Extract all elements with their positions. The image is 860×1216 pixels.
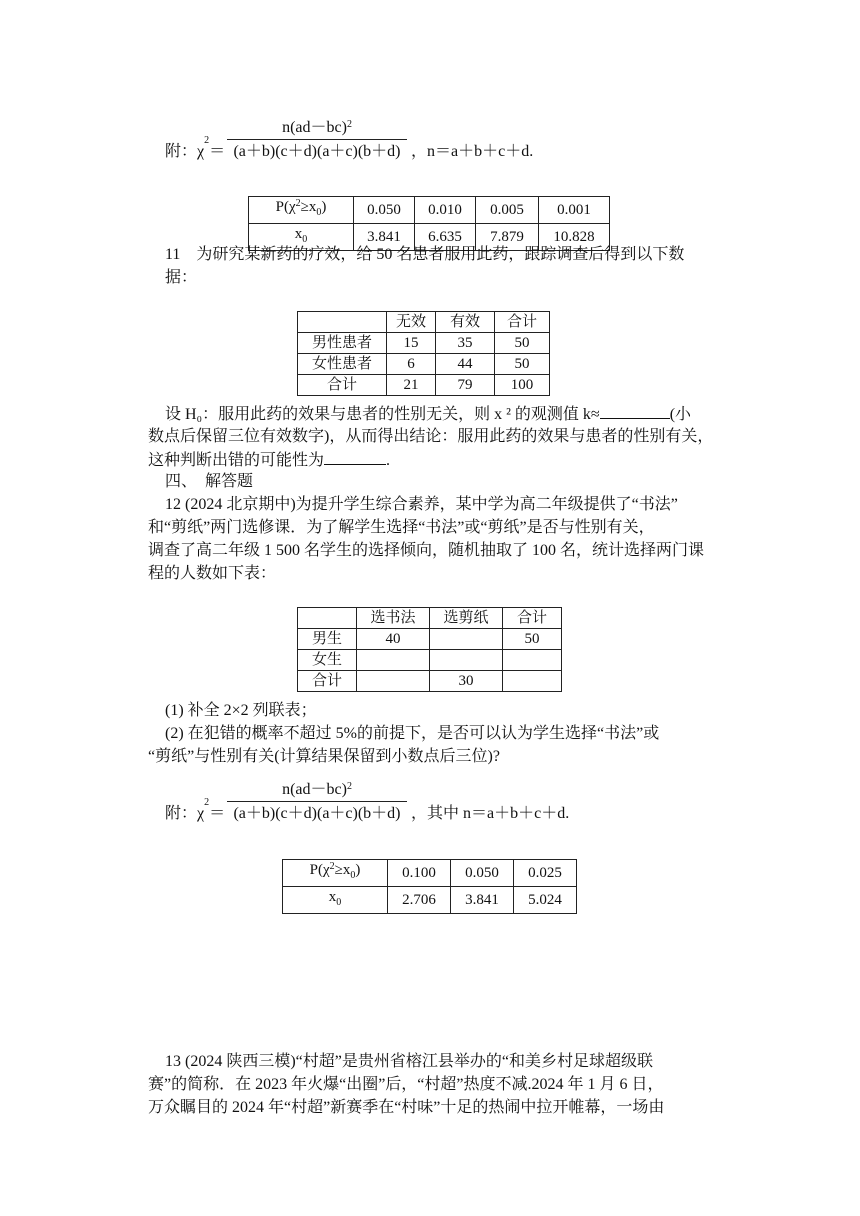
table-row xyxy=(283,887,577,914)
table-cell: 0.005 xyxy=(476,197,539,224)
formula-chi-square-1 xyxy=(165,118,585,158)
table-cell xyxy=(430,629,503,650)
numerator-sup: 2 xyxy=(346,781,352,792)
numerator: n(ad－bc) xyxy=(282,781,347,798)
drug-effect-table xyxy=(297,311,550,396)
question-11-line-2: 据： xyxy=(165,269,198,286)
fraction-bar xyxy=(227,139,407,140)
table-row xyxy=(298,629,562,650)
table-cell: 男性患者 xyxy=(298,333,387,354)
table-header-cell: 合计 xyxy=(495,312,550,333)
table-header-cell: $P(\chi^2\ge x_0)$ xyxy=(249,197,354,224)
formula-prefix-sup: 2 xyxy=(204,797,210,808)
table-row xyxy=(298,671,562,692)
table-cell: 21 xyxy=(387,375,436,396)
table-header-cell: $x_0$ xyxy=(283,887,388,914)
table-cell: 0.050 xyxy=(451,860,514,887)
question-12-line-3: 调查了高二年级 1 500 名学生的选择倾向，随机抽取了 100 名，统计选择两门课 xyxy=(148,542,705,559)
table-cell xyxy=(503,671,562,692)
table-cell: 15 xyxy=(387,333,436,354)
table-cell: 0.050 xyxy=(354,197,415,224)
table-cell: 女生 xyxy=(298,650,357,671)
table-cell: 100 xyxy=(495,375,550,396)
table-header-cell xyxy=(298,608,357,629)
question-13-line-3: 万众瞩目的 2024 年“村超”新赛季在“村味”十足的热闹中拉开帷幕，一场由 xyxy=(148,1099,665,1116)
question-12-line-4: 程的人数如下表： xyxy=(148,565,277,582)
question-11-text-line-1 xyxy=(165,404,735,425)
table-header-cell: 选书法 xyxy=(357,608,430,629)
question-12-part-2-line-1: (2) 在犯错的概率不超过 5%的前提下，是否可以认为学生选择“书法”或 xyxy=(165,725,660,742)
critical-value-table-1 xyxy=(248,196,610,251)
formula-prefix: 附：χ xyxy=(165,805,205,822)
table-row xyxy=(298,333,550,354)
formula-suffix: ，其中 n＝a＋b＋c＋d. xyxy=(411,805,570,822)
table-cell: 0.001 xyxy=(539,197,610,224)
table-row xyxy=(298,354,550,375)
critical-value-table-2 xyxy=(282,859,577,914)
table-cell: 79 xyxy=(436,375,495,396)
table-row xyxy=(298,650,562,671)
table-cell xyxy=(503,650,562,671)
formula-prefix: 附：χ xyxy=(165,143,205,160)
question-11-line-1: 11 为研究某新药的疗效，给 50 名患者服用此药，跟踪调查后得到以下数 xyxy=(165,246,685,263)
table-cell: 10.828 xyxy=(539,224,610,251)
fraction xyxy=(227,118,407,162)
table-cell: 合计 xyxy=(298,671,357,692)
table-cell xyxy=(357,671,430,692)
table-cell: 7.879 xyxy=(476,224,539,251)
numerator-sup: 2 xyxy=(346,119,352,130)
question-12-part-2-line-2: “剪纸”与性别有关(计算结果保留到小数点后三位)? xyxy=(148,748,500,765)
table-row xyxy=(298,375,550,396)
table-cell: 50 xyxy=(503,629,562,650)
numerator: n(ad－bc) xyxy=(282,119,347,136)
table-cell: 合计 xyxy=(298,375,387,396)
table-cell: 0.100 xyxy=(388,860,451,887)
denominator: (a＋b)(c＋d)(a＋c)(b＋d) xyxy=(233,143,401,160)
table-cell: 0.010 xyxy=(415,197,476,224)
course-gender-table xyxy=(297,607,562,692)
table-cell: 3.841 xyxy=(451,887,514,914)
table-cell: 35 xyxy=(436,333,495,354)
table-header-cell xyxy=(298,312,387,333)
question-13-line-1: 13 (2024 陕西三模)“村超”是贵州省榕江县举办的“和美乡村足球超级联 xyxy=(165,1053,653,1070)
table-row xyxy=(298,608,562,629)
table-cell: 5.024 xyxy=(514,887,577,914)
question-11-text-line-3 xyxy=(148,450,718,471)
table-cell: 6 xyxy=(387,354,436,375)
table-cell: 男生 xyxy=(298,629,357,650)
table-cell: 44 xyxy=(436,354,495,375)
text-segment: (小 xyxy=(669,406,692,423)
question-12-line-1: 12 (2024 北京期中)为提升学生综合素养，某中学为高二年级提供了“书法” xyxy=(165,496,678,513)
table-cell: 0.025 xyxy=(514,860,577,887)
answer-blank xyxy=(600,404,670,419)
section-title: 四、 解答题 xyxy=(165,473,254,490)
table-cell: 女性患者 xyxy=(298,354,387,375)
question-13-line-2: 赛”的简称．在 2023 年火爆“出圈”后，“村超”热度不减.2024 年 1 月 6 日， xyxy=(148,1076,664,1093)
table-row xyxy=(298,312,550,333)
table-cell xyxy=(357,650,430,671)
table-header-cell: $P(\chi^2\ge x_0)$ xyxy=(283,860,388,887)
table-row xyxy=(283,860,577,887)
table-row xyxy=(249,197,610,224)
table-cell: 50 xyxy=(495,354,550,375)
table-cell: 50 xyxy=(495,333,550,354)
table-header-cell: $x_0$ xyxy=(249,224,354,251)
table-cell: 6.635 xyxy=(415,224,476,251)
table-cell: 30 xyxy=(430,671,503,692)
formula-equals: ＝ xyxy=(209,805,226,822)
table-header-cell: 合计 xyxy=(503,608,562,629)
formula-prefix-sup: 2 xyxy=(204,135,210,146)
table-cell: 3.841 xyxy=(354,224,415,251)
question-12-line-2: 和“剪纸”两门选修课．为了解学生选择“书法”或“剪纸”是否与性别有关， xyxy=(148,519,655,536)
table-header-cell: 有效 xyxy=(436,312,495,333)
answer-blank xyxy=(324,450,386,465)
formula-chi-square-2 xyxy=(165,780,605,820)
table-cell: 2.706 xyxy=(388,887,451,914)
table-header-cell: 无效 xyxy=(387,312,436,333)
table-cell xyxy=(430,650,503,671)
formula-suffix: ，n＝a＋b＋c＋d. xyxy=(411,143,534,160)
question-11-text-line-2: 数点后保留三位有效数字)，从而得出结论：服用此药的效果与患者的性别有关， xyxy=(148,428,714,445)
text-segment: 这种判断出错的可能性为 xyxy=(148,452,325,469)
question-12-part-1: (1) 补全 2×2 列联表； xyxy=(165,702,317,719)
formula-equals: ＝ xyxy=(209,143,226,160)
text-segment: 设 H₀：服用此药的效果与患者的性别无关，则 x ² 的观测值 k≈ xyxy=(165,406,600,423)
denominator: (a＋b)(c＋d)(a＋c)(b＋d) xyxy=(233,805,401,822)
fraction xyxy=(227,780,407,824)
table-header-cell: 选剪纸 xyxy=(430,608,503,629)
text-segment: . xyxy=(386,452,391,469)
table-cell: 40 xyxy=(357,629,430,650)
fraction-bar xyxy=(227,801,407,802)
